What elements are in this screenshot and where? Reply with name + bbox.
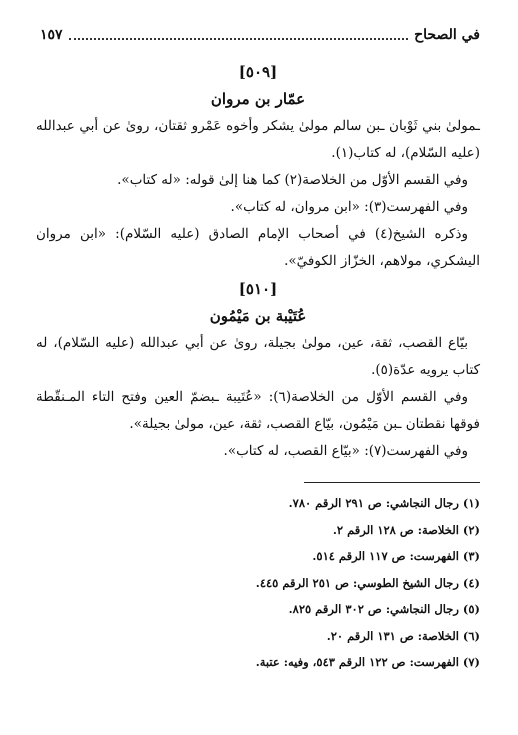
entry-510-paragraph-2: وفي القسم الأوّل من الخلاصة(٦): «عُتَيبة ـبضمّ العين وفتح التاء المـنقّطة فوقها نقطتان ـبن مَيْمُون، بيّاع القصب، ثقة، عين، مولىٰ بجيلة». <box>36 389 480 432</box>
entry-509-paragraph-4: وذكره الشيخ(٤) في أصحاب الإمام الصادق (عليه السّلام): «ابن مروان اليشكري، مولاهم، الخزّاز الكوفيّ». <box>36 226 480 269</box>
entry-510-number: [٥١٠] <box>238 280 278 298</box>
footnotes <box>36 490 480 676</box>
footnote-4: (٤) رجال الشيخ الطوسي: ص ٢٥١ الرقم ٤٤٥. <box>255 575 480 590</box>
footnote-separator <box>304 482 480 483</box>
entry-509-name: عمّار بن مروان <box>210 90 306 108</box>
main-text <box>36 58 480 465</box>
header-title: في الصحاح <box>414 27 480 43</box>
footnote-5: (٥) رجال النجاشي: ص ٣٠٢ الرقم ٨٢٥. <box>288 602 480 616</box>
footnote-2: (٢) الخلاصة: ص ١٢٨ الرقم ٢. <box>332 522 480 537</box>
entry-509-paragraph-2: وفي القسم الأوّل من الخلاصة(٢) كما هنا إلىٰ قوله: «له كتاب». <box>117 172 468 188</box>
entry-509-number: [٥٠٩] <box>238 63 278 81</box>
header-leader-dots <box>69 30 409 40</box>
footnote-6: (٦) الخلاصة: ص ١٣١ الرقم ٢٠. <box>326 628 480 643</box>
entry-510-name: عُتَيْبة بن مَيْمُون <box>209 307 307 325</box>
footnote-7: (٧) الفهرست: ص ١٢٢ الرقم ٥٤٣، وفيه: عتبة. <box>255 655 480 669</box>
running-header <box>40 24 480 46</box>
entry-509-paragraph-3: وفي الفهرست(٣): «ابن مروان، له كتاب». <box>230 199 468 215</box>
entry-510-paragraph-1: بيّاع القصب، ثقة، عين، مولىٰ بجيلة، روىٰ عن أبي عبدالله (عليه السّلام)، له كتاب يرويه عدّة(٥). <box>36 335 480 378</box>
page-number: ١٥٧ <box>40 27 63 43</box>
footnote-3: (٣) الفهرست: ص ١١٧ الرقم ٥١٤. <box>312 549 480 563</box>
footnote-1: (١) رجال النجاشي: ص ٢٩١ الرقم ٧٨٠. <box>288 496 480 510</box>
entry-510-paragraph-3: وفي الفهرست(٧): «بيّاع القصب، له كتاب». <box>223 443 468 459</box>
entry-509-paragraph-1: ـمولىٰ بني ثَوْبان ـبن سالم مولىٰ يشكر وأخوه عَمْرو ثقتان، روىٰ عن أبي عبدالله (عليه السّلام)، له كتاب(١). <box>36 118 480 161</box>
